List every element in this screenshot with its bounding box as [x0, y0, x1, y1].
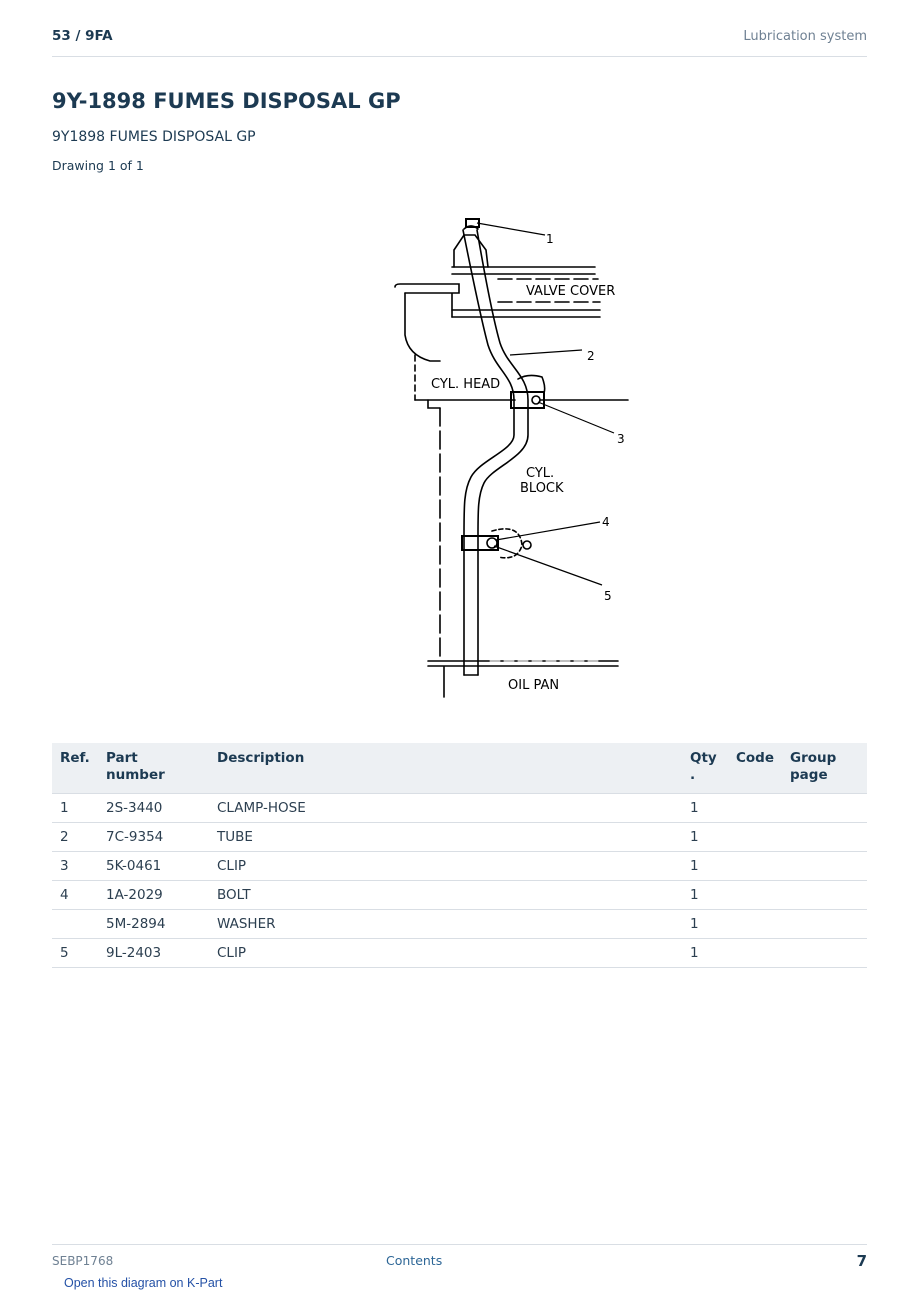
col-part-number: Part number — [98, 743, 209, 794]
cell-qty: 1 — [682, 939, 728, 968]
table-header-row — [52, 743, 867, 794]
cell-code — [728, 881, 782, 910]
table-row — [52, 852, 867, 881]
cell-part-number: 2S-3440 — [98, 794, 209, 823]
label-valve-cover: VALVE COVER — [526, 284, 616, 299]
label-oil-pan: OIL PAN — [508, 678, 560, 693]
callout-1: 1 — [546, 232, 554, 246]
col-qty: Qty . — [682, 743, 728, 794]
drawing-label: Drawing 1 of 1 — [52, 158, 144, 173]
cell-ref — [52, 910, 98, 939]
cell-code — [728, 939, 782, 968]
parts-diagram — [380, 205, 640, 705]
cell-group-page — [782, 794, 867, 823]
cell-part-number: 9L-2403 — [98, 939, 209, 968]
parts-table — [52, 743, 867, 968]
washer-hole — [523, 541, 531, 549]
head-left-wall — [405, 293, 440, 361]
block-top — [428, 400, 440, 408]
document-id: SEBP1768 — [52, 1254, 114, 1268]
callout-3: 3 — [617, 432, 625, 446]
cell-group-page — [782, 881, 867, 910]
cell-group-page — [782, 823, 867, 852]
cell-group-page — [782, 939, 867, 968]
cell-part-number: 5M-2894 — [98, 910, 209, 939]
chapter-name: Lubrication system — [743, 29, 867, 44]
leader-5 — [494, 546, 602, 585]
cell-ref: 1 — [52, 794, 98, 823]
leader-3 — [538, 402, 614, 433]
cell-qty: 1 — [682, 910, 728, 939]
cell-qty: 1 — [682, 852, 728, 881]
label-cyl-block-1: CYL. — [526, 466, 555, 481]
leader-1 — [477, 223, 545, 235]
table-row — [52, 881, 867, 910]
page-number: 7 — [856, 1252, 867, 1270]
cell-description: WASHER — [209, 910, 682, 939]
label-cyl-head: CYL. HEAD — [431, 377, 501, 392]
cell-ref: 4 — [52, 881, 98, 910]
callout-2: 2 — [587, 349, 595, 363]
cell-qty: 1 — [682, 881, 728, 910]
page-footer — [52, 1244, 867, 1275]
leader-2 — [510, 350, 582, 355]
callout-4: 4 — [602, 515, 610, 529]
col-description: Description — [209, 743, 682, 794]
cell-description: TUBE — [209, 823, 682, 852]
oil-pan-lines — [428, 661, 618, 666]
col-code: Code — [728, 743, 782, 794]
cell-code — [728, 852, 782, 881]
table-row — [52, 823, 867, 852]
cell-ref: 2 — [52, 823, 98, 852]
callout-5: 5 — [604, 589, 612, 603]
col-ref: Ref. — [52, 743, 98, 794]
cell-part-number: 1A-2029 — [98, 881, 209, 910]
section-code: 53 / 9FA — [52, 28, 113, 44]
cell-group-page — [782, 852, 867, 881]
cell-description: CLIP — [209, 939, 682, 968]
cell-qty: 1 — [682, 823, 728, 852]
cell-ref: 5 — [52, 939, 98, 968]
cell-part-number: 7C-9354 — [98, 823, 209, 852]
page-title: 9Y-1898 FUMES DISPOSAL GP — [52, 89, 401, 113]
cell-group-page — [782, 910, 867, 939]
leader-4 — [496, 522, 600, 540]
table-row — [52, 794, 867, 823]
cell-code — [728, 823, 782, 852]
contents-link[interactable]: Contents — [386, 1253, 443, 1268]
table-row — [52, 939, 867, 968]
cell-description: CLIP — [209, 852, 682, 881]
cell-description: BOLT — [209, 881, 682, 910]
label-cyl-block-2: BLOCK — [520, 481, 564, 496]
cell-code — [728, 794, 782, 823]
table-row — [52, 910, 867, 939]
col-group-page: Group page — [782, 743, 867, 794]
cell-ref: 3 — [52, 852, 98, 881]
open-kpart-link[interactable]: Open this diagram on K-Part — [64, 1276, 223, 1290]
cell-qty: 1 — [682, 794, 728, 823]
tube-right — [477, 230, 528, 675]
page-header — [52, 28, 867, 57]
page-subtitle: 9Y1898 FUMES DISPOSAL GP — [52, 129, 256, 145]
cell-part-number: 5K-0461 — [98, 852, 209, 881]
cell-code — [728, 910, 782, 939]
cell-description: CLAMP-HOSE — [209, 794, 682, 823]
